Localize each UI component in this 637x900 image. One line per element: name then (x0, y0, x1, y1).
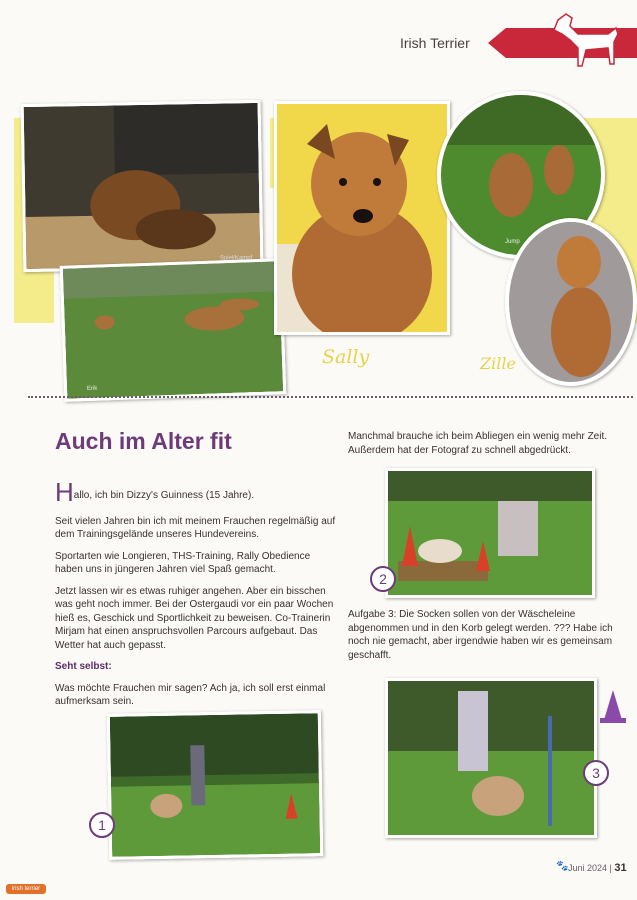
article-title: Auch im Alter fit (55, 428, 232, 454)
paragraph: Was möchte Frauchen mir sagen? Ach ja, ich soll erst einmal aufmerksam sein. (55, 682, 326, 707)
step-number-1: 1 (89, 812, 115, 838)
photo-credit: Jump (505, 239, 520, 245)
paragraph: Manchmal brauche ich beim Abliegen ein wenig mehr Zeit. Außerdem hat der Fotograf zu schnell abgedrückt. (348, 431, 608, 456)
paragraph: Seit vielen Jahren bin ich mit meinem Frauchen regelmäßig auf dem Trainingsgelände unseres Hundevereins. (55, 515, 336, 540)
paragraph: Sportarten wie Longieren, THS-Training, Rally Obedience haben uns in jüngeren Jahren viel Spaß gemacht. (55, 550, 311, 575)
caption-zille: Zille (480, 354, 516, 373)
photo-3-socks-task (385, 678, 597, 838)
paw-icon: 🐾 (556, 861, 569, 872)
step-number-2: 2 (370, 566, 396, 592)
caption-sally: Sally (322, 346, 370, 368)
issue-date: Juni 2024 | (568, 863, 612, 873)
subheading: Seht selbst: (55, 661, 112, 672)
breed-tag-label: Irish Terrier (400, 35, 470, 51)
article-left-column (55, 477, 340, 717)
photo-dogs-field (60, 258, 287, 402)
photo-2-lying-down (385, 468, 595, 598)
photo-credit: Erik (86, 385, 98, 393)
photo-credit: Spiel/Kampf (219, 255, 253, 262)
page-footer (568, 862, 627, 874)
dropcap-letter: H (55, 477, 74, 507)
task-3-paragraph: Aufgabe 3: Die Socken sollen von der Wäscheleine abgenommen und in den Korb gelegt werden. ??? Habe ich noch nie gemacht, aber irgendwie haben wir es gemeinsam geschafft. (348, 609, 613, 661)
photo-sally-portrait (274, 101, 450, 335)
photo-zille-sitting (505, 218, 637, 386)
cone-icon (600, 688, 626, 724)
publisher-logo: irish terrier (6, 884, 46, 894)
photo-1-attention (107, 710, 324, 860)
section-divider (28, 396, 633, 398)
page-number: 31 (614, 862, 627, 874)
photo-dogs-playing (21, 100, 264, 272)
step-number-3: 3 (583, 760, 609, 786)
paragraph: Jetzt lassen wir es etwas ruhiger angehen. Aber ein bisschen was geht noch immer. Bei der Ostergaudi vor ein paar Wochen hieß es, Geschick und Sportlichkeit zu beweisen. Co-Trainerin Mirjam hat einen anspruchsvollen Parcours aufgebaut. Das Wetter hat auch gepasst. (55, 585, 334, 651)
intro-text: allo, ich bin Dizzy's Guinness (15 Jahre). (73, 490, 255, 501)
terrier-silhouette-icon (548, 12, 626, 74)
intro-paragraph (55, 477, 340, 507)
